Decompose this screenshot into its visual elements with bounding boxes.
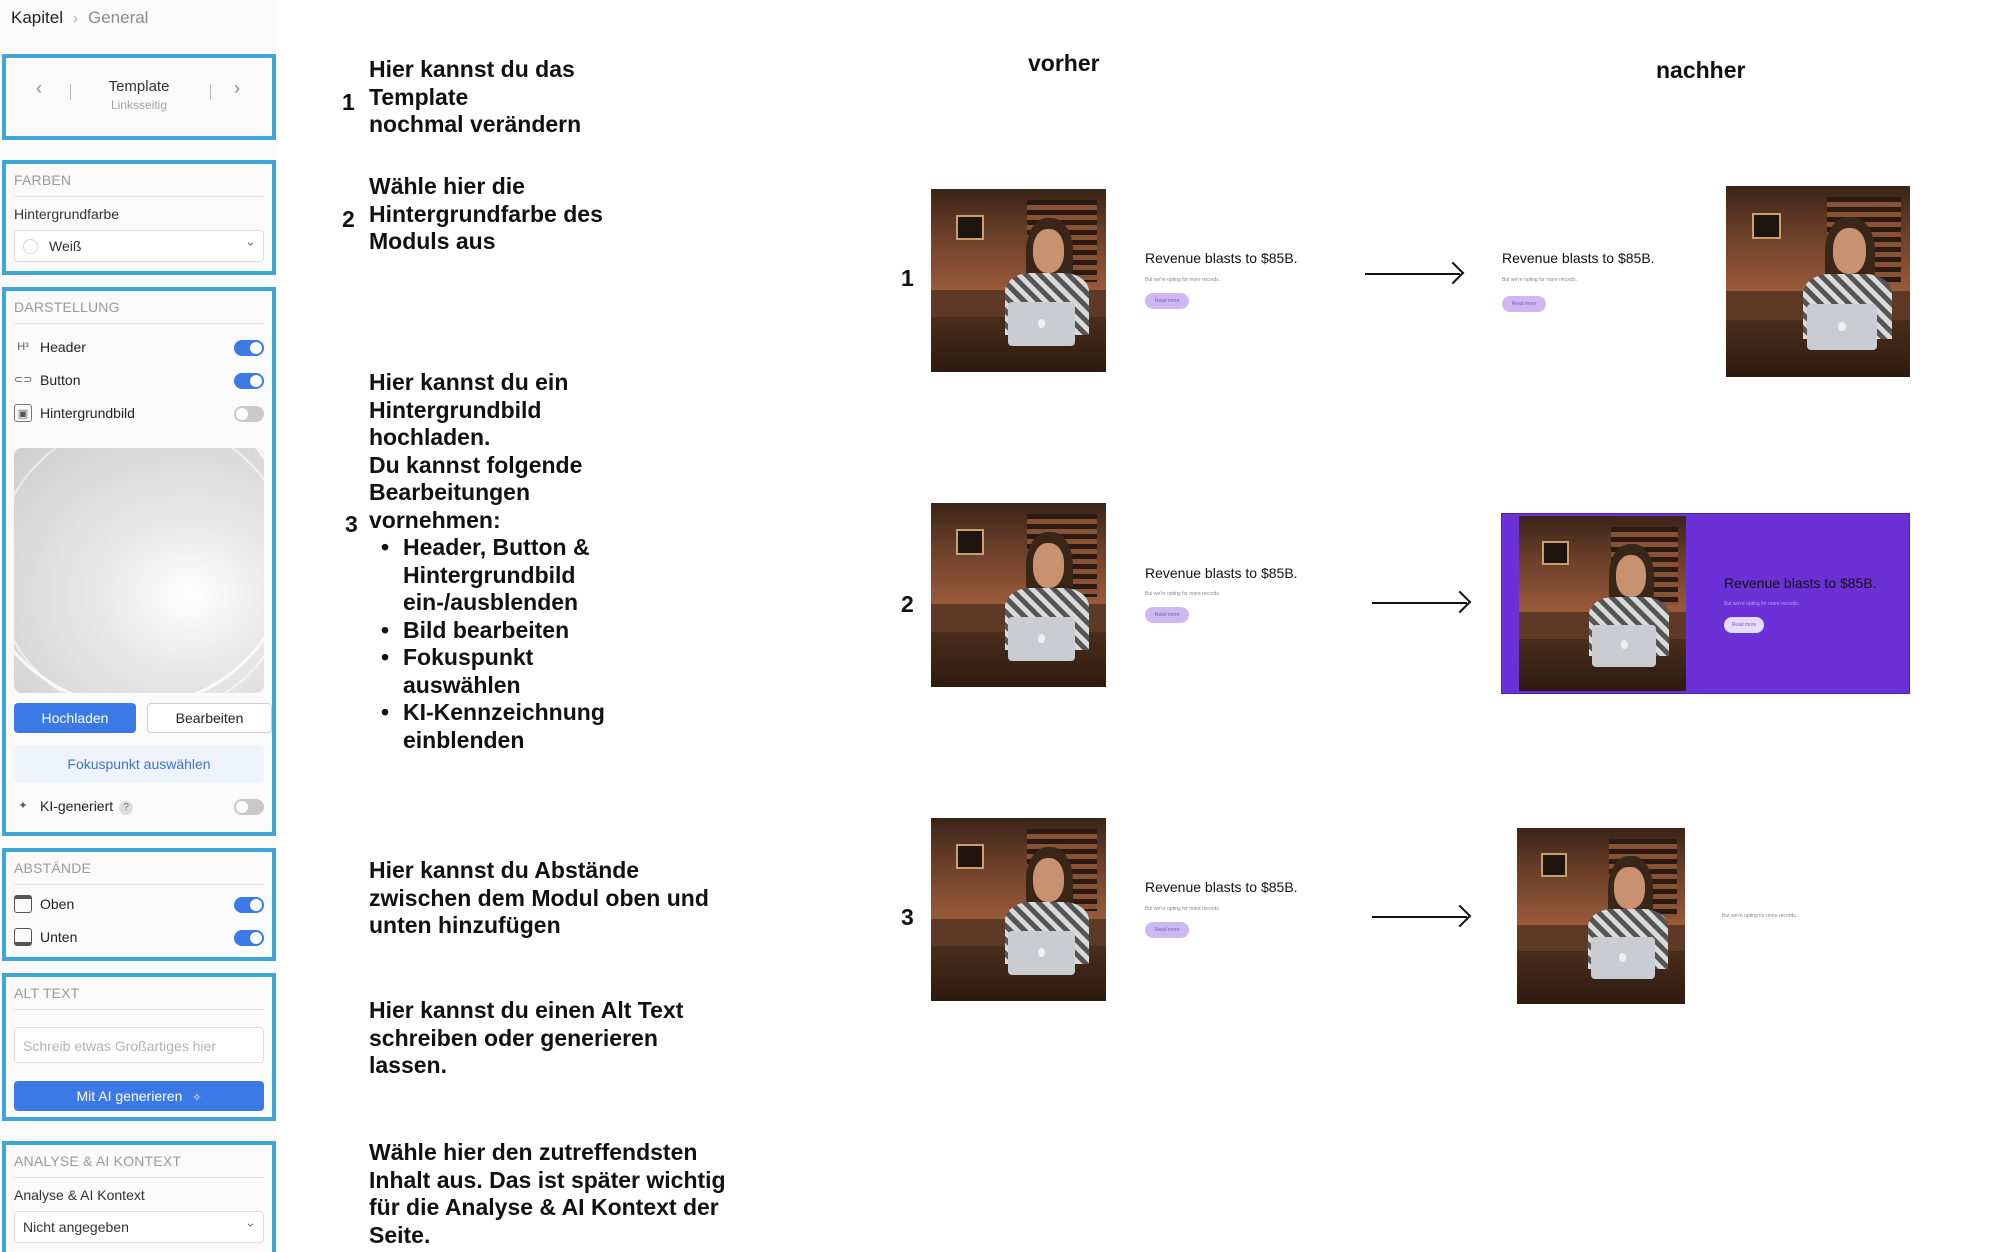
text-line: Template [369,83,469,110]
spacing-top-toggle[interactable] [234,897,264,913]
text-line: Inhalt aus. Das ist später wichtig [369,1166,726,1193]
before-heading: vorher [1028,50,1100,76]
spacing-bottom-icon [14,928,32,946]
section-title: ALT TEXT [14,985,80,1001]
section-title: ABSTÄNDE [14,860,92,876]
text-line: für die Analyse & AI Kontext der [369,1194,719,1220]
person-laptop-photo [931,818,1106,1001]
divider [14,1009,264,1010]
text-line: unten hinzufügen [369,912,561,938]
text-line: • KI-Kennzeichnung [403,699,605,725]
button-toggle[interactable] [234,373,264,389]
demo-row-number: 1 [901,265,914,291]
text-line: • Fokuspunkt [403,644,534,670]
edit-button[interactable]: Bearbeiten [147,703,272,733]
text-line: Wähle hier die [369,173,525,199]
background-image-toggle[interactable] [234,406,264,422]
text-line: Wähle hier den zutreffendsten [369,1139,698,1165]
bullet-list [369,534,605,754]
text-line: Hintergrundbild [369,396,542,423]
text-line: Du kannst folgende [369,451,583,478]
person-laptop-photo [931,189,1106,372]
text-line: nochmal verändern [369,111,582,137]
template-subtitle: Linksseitig [110,98,168,112]
purple-background-module [1501,513,1910,694]
breadcrumb [11,8,148,28]
text-line: Hintergrundfarbe des [369,200,603,227]
mock-title: Revenue blasts to $85B. [1502,250,1655,266]
arrow-right-icon [1372,602,1467,604]
ai-generated-row [14,794,264,818]
select-value: Nicht angegeben [23,1219,129,1235]
select-value: Weiß [49,238,82,254]
breadcrumb-current: General [87,8,149,27]
analysis-label: Analyse & AI Kontext [14,1187,145,1203]
mock-subtitle: But we're opting for more records. [1722,913,1798,919]
row-label: Unten [40,929,78,945]
instruction-colors [369,173,603,256]
divider [14,884,264,885]
demo-row-number: 2 [901,591,914,617]
section-title: ANALYSE & AI KONTEXT [14,1153,182,1169]
color-swatch [23,239,38,254]
button-label: Mit AI generieren [76,1088,183,1104]
chevron-down-icon: › [244,1223,258,1227]
person-laptop-photo [1517,828,1685,1004]
generate-alt-text-button[interactable] [14,1081,264,1111]
template-title: Template [108,78,170,95]
person-laptop-photo [931,503,1106,687]
decorative-wave [14,448,264,693]
heading-icon: H³ [17,341,29,353]
row-label: Header [40,339,86,355]
mock-subtitle: But we're opting for more records. [1145,277,1221,283]
arrow-right-icon [1365,273,1460,275]
spacing-bottom-toggle[interactable] [234,930,264,946]
instruction-alt-text [369,997,683,1080]
instruction-analysis [369,1139,726,1249]
divider [210,84,211,100]
spacing-bottom-row [14,925,264,949]
text-line: vornehmen: [369,506,501,533]
mock-button: Read more [1724,617,1764,633]
mock-button: Read more [1145,293,1189,309]
step-number: 1 [342,89,355,115]
chevron-down-icon: › [244,242,258,246]
row-label: Oben [40,896,75,912]
colors-section [2,160,276,275]
focus-point-button[interactable]: Fokuspunkt auswählen [14,745,264,783]
section-title: FARBEN [14,172,72,188]
link-icon: ⊂⊃ [14,374,33,386]
settings-panel [0,0,277,1252]
upload-button[interactable]: Hochladen [14,703,136,733]
text-line: lassen. [369,1052,447,1078]
text-line: einblenden [403,726,525,753]
step-number: 2 [342,206,355,232]
divider [14,1177,264,1178]
analysis-select[interactable] [14,1211,264,1243]
text-line: Seite. [369,1221,431,1248]
divider [14,196,264,197]
list-item [403,644,605,699]
list-item [403,617,605,645]
image-icon: ▣ [14,404,32,422]
header-toggle[interactable] [234,340,264,356]
background-image-preview [14,448,264,693]
analysis-section [2,1141,276,1252]
arrow-right-icon [1372,916,1467,918]
mock-title: Revenue blasts to $85B. [1145,250,1298,266]
divider [14,323,264,324]
demo-row-number: 3 [901,904,914,930]
chevron-right-icon: › [72,9,78,27]
ai-generated-toggle[interactable] [234,799,264,815]
text-line: Hier kannst du einen Alt Text [369,997,684,1023]
chevron-left-icon[interactable]: ‹ [36,78,42,98]
after-heading: nachher [1656,57,1746,83]
header-row [14,335,264,359]
text-line: ein-/ausblenden [403,589,579,615]
list-item [403,699,605,754]
spacing-section [2,848,276,961]
text-line: zwischen dem Modul oben und [369,884,709,911]
text-line: Hier kannst du ein [369,369,569,395]
mock-subtitle: But we're opting for more records. [1724,601,1800,607]
alt-text-section [2,973,276,1121]
spacing-top-row [14,892,264,916]
section-title: DARSTELLUNG [14,299,120,315]
text-line: Moduls aus [369,228,496,254]
display-section [2,287,276,836]
sparkle-icon: ✦ [18,800,28,812]
text-line: Hier kannst du das [369,56,575,82]
person-laptop-photo [1726,186,1910,377]
background-image-row [14,401,264,425]
person-laptop-photo [1519,516,1686,691]
mock-subtitle: But we're opting for more records. [1145,906,1221,912]
text-line: auswählen [403,671,521,698]
spacing-top-icon [14,895,32,913]
mock-button: Read more [1145,922,1189,938]
list-item [403,534,605,617]
text-line: • Bild bearbeiten [403,616,570,643]
button-row [14,368,264,392]
mock-button: Read more [1502,296,1546,312]
ai-sparkle-icon: ✧ [192,1092,202,1104]
mock-subtitle: But we're opting for more records. [1145,591,1221,597]
row-label: Hintergrundbild [40,405,135,421]
template-selector [2,54,276,140]
text-line: hochladen. [369,424,491,450]
mock-title: Revenue blasts to $85B. [1724,575,1877,591]
text-line: Bearbeitungen [369,479,531,505]
mock-subtitle: But we're opting for more records. [1502,277,1578,283]
row-label [40,798,133,815]
help-icon[interactable]: ? [119,801,133,815]
ai-label: KI-generiert [40,798,114,814]
row-label: Button [40,372,81,388]
chevron-right-icon[interactable]: › [234,78,240,98]
instruction-display [369,369,605,754]
mock-button: Read more [1145,607,1189,623]
text-line: Hintergrundbild [403,561,576,588]
text-line: schreiben oder generieren [369,1024,658,1051]
alt-text-input[interactable]: Schreib etwas Großartiges hier [14,1027,264,1063]
background-color-label: Hintergrundfarbe [14,206,120,222]
text-line: Hier kannst du Abstände [369,857,640,883]
instruction-spacing [369,857,709,940]
mock-title: Revenue blasts to $85B. [1145,879,1298,895]
background-color-select[interactable] [14,230,264,262]
breadcrumb-root[interactable]: Kapitel [11,8,63,27]
instruction-template [369,56,581,139]
step-number: 3 [345,511,358,537]
mock-title: Revenue blasts to $85B. [1145,565,1298,581]
text-line: • Header, Button & [403,534,590,560]
